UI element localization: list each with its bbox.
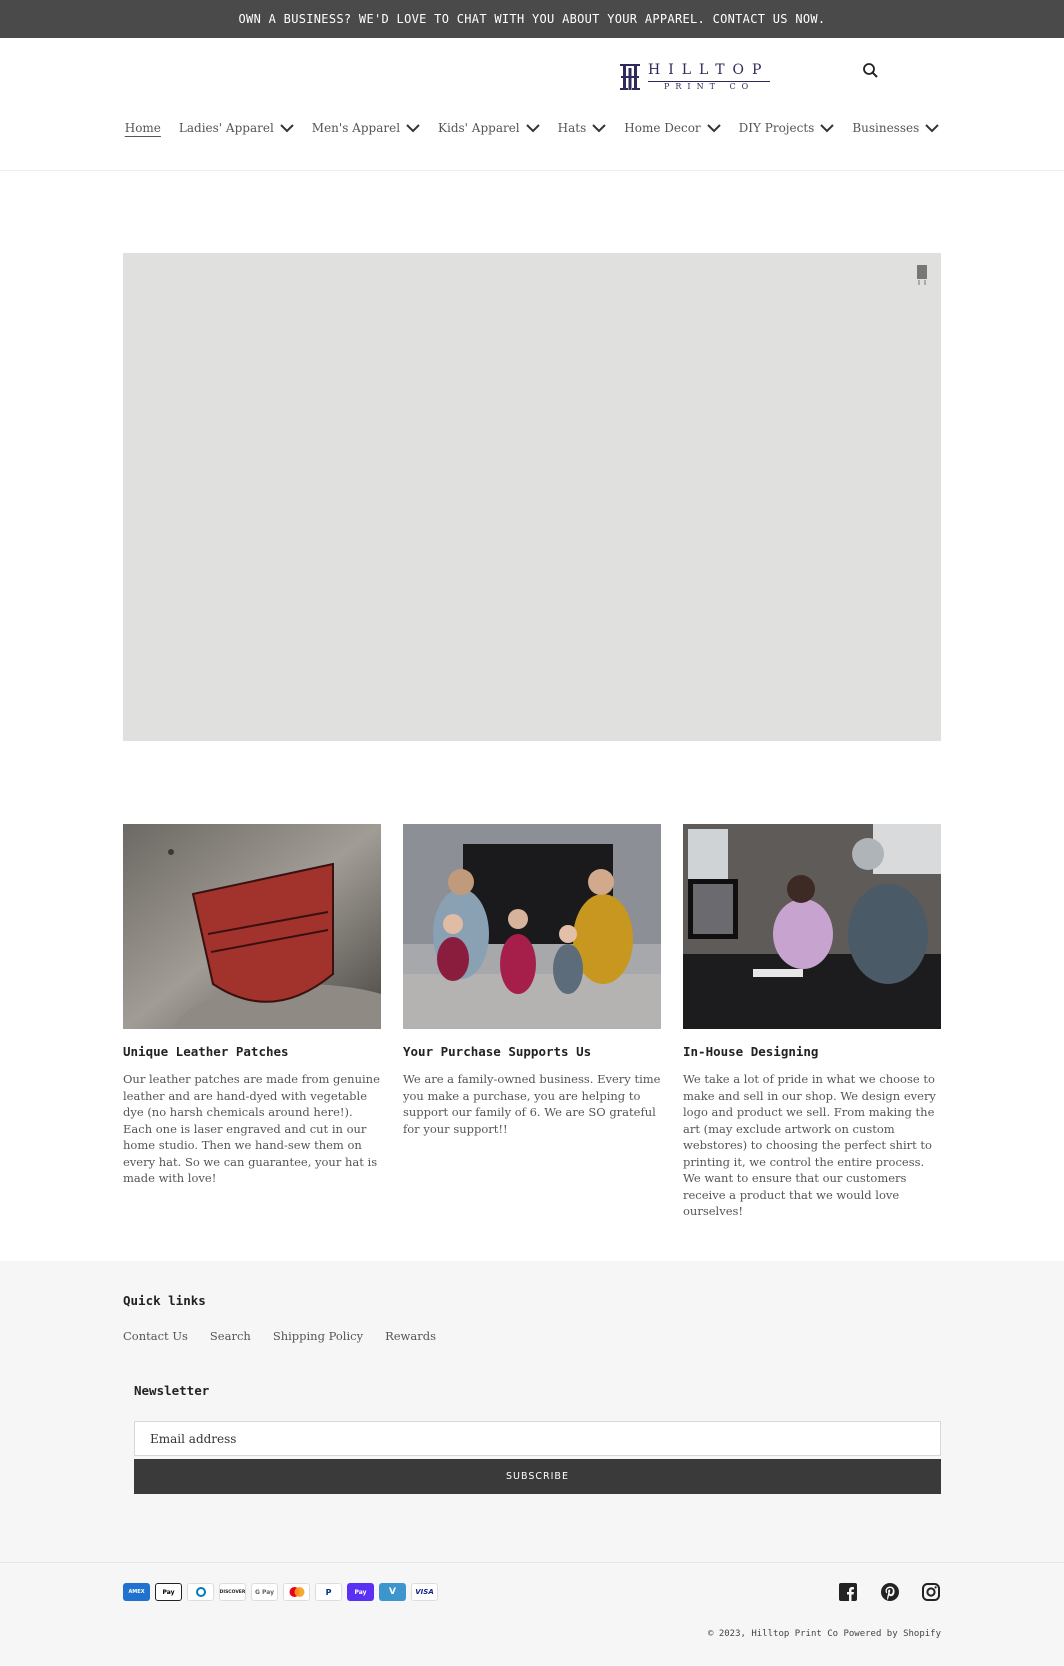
feature-in-house-designing — [683, 824, 941, 1220]
chevron-down-icon — [707, 123, 721, 133]
nav-item-businesses[interactable] — [852, 121, 939, 135]
footer-link-search[interactable]: Search — [209, 1329, 251, 1343]
quick-links — [123, 1329, 436, 1343]
main-nav — [0, 116, 1064, 140]
facebook-icon[interactable] — [838, 1582, 858, 1602]
footer-link-rewards[interactable]: Rewards — [385, 1329, 437, 1343]
logo-monogram-icon — [618, 60, 642, 92]
designing-photo-image — [683, 824, 941, 1029]
footer-link-contact-us[interactable]: Contact Us — [123, 1329, 188, 1343]
bookmark-icon[interactable] — [917, 265, 927, 285]
nav-label: Businesses — [852, 121, 920, 135]
nav-item-ladies-apparel[interactable] — [179, 121, 294, 135]
paypal-icon: P — [315, 1583, 342, 1601]
chevron-down-icon — [406, 123, 420, 133]
feature-leather-patches — [123, 824, 381, 1187]
nav-item-kids-apparel[interactable] — [438, 121, 540, 135]
feature-title: In-House Designing — [683, 1044, 819, 1059]
venmo-icon: V — [379, 1583, 406, 1601]
announcement-bar[interactable]: OWN A BUSINESS? WE'D LOVE TO CHAT WITH YOU ABOUT YOUR APPAREL. CONTACT US NOW. — [0, 0, 1064, 38]
nav-label: DIY Projects — [738, 121, 815, 135]
instagram-icon[interactable] — [921, 1582, 941, 1602]
payment-icons — [123, 1583, 438, 1601]
nav-item-mens-apparel[interactable] — [312, 121, 420, 135]
copyright-text: © 2023, Hilltop Print Co Powered by Shopify — [708, 1629, 941, 1639]
chevron-down-icon — [592, 123, 606, 133]
discover-icon: DISCOVER — [219, 1583, 246, 1601]
site-footer — [0, 1261, 1064, 1666]
nav-label: Home — [124, 121, 161, 135]
logo-wordmark: HILLTOP — [648, 62, 770, 78]
feature-text: We take a lot of pride in what we choose to make and sell in our shop. We design every logo and product we sell. From making the art (may exclude artwork on custom webstores) to choosing the perfect shirt to printing it, we control the entire process. We want to ensure that our customers receive a product that we would love ourselves! — [683, 1072, 936, 1218]
footer-link-shipping-policy[interactable]: Shipping Policy — [272, 1329, 364, 1343]
newsletter-title: Newsletter — [134, 1383, 210, 1398]
chevron-down-icon — [280, 123, 294, 133]
family-photo-image — [403, 824, 661, 1029]
leather-patch-hat-image — [123, 824, 381, 1029]
site-header — [0, 38, 1064, 171]
nav-label: Kids' Apparel — [438, 121, 520, 135]
search-icon — [860, 60, 882, 82]
site-logo[interactable] — [618, 60, 770, 94]
chevron-down-icon — [925, 123, 939, 133]
feature-text: Our leather patches are made from genuine leather and are hand-dyed with vegetable dye (no harsh chemicals around here!). Each one is laser engraved and cut in our home studio. Then we hand-sew them on every hat. So we can guarantee, your hat is made with love! — [123, 1072, 380, 1185]
mastercard-icon — [283, 1583, 310, 1601]
nav-label: Ladies' Apparel — [178, 121, 274, 135]
search-button[interactable] — [860, 60, 882, 82]
nav-item-hats[interactable] — [558, 121, 607, 135]
chevron-down-icon — [820, 123, 834, 133]
feature-title: Your Purchase Supports Us — [403, 1044, 592, 1059]
footer-divider — [0, 1562, 1064, 1563]
google-pay-icon: G Pay — [251, 1583, 278, 1601]
feature-supports-us — [403, 824, 661, 1137]
logo-subtitle: PRINT CO — [664, 82, 755, 91]
feature-title: Unique Leather Patches — [123, 1044, 289, 1059]
quick-links-title: Quick links — [123, 1293, 206, 1308]
subscribe-button[interactable]: SUBSCRIBE — [134, 1459, 941, 1494]
nav-label: Home Decor — [624, 121, 701, 135]
chevron-down-icon — [526, 123, 540, 133]
hero-slideshow-placeholder[interactable] — [123, 253, 941, 741]
nav-label: Men's Apparel — [311, 121, 401, 135]
diners-club-icon — [187, 1583, 214, 1601]
visa-icon: VISA — [411, 1583, 438, 1601]
shop-pay-icon: Pay — [347, 1583, 374, 1601]
amex-icon: AMEX — [123, 1583, 150, 1601]
nav-item-home-decor[interactable] — [624, 121, 720, 135]
feature-text: We are a family-owned business. Every time you make a purchase, you are helping to support our family of 6. We are SO grateful for your support!! — [403, 1072, 661, 1136]
nav-item-diy-projects[interactable] — [739, 121, 835, 135]
nav-item-home[interactable] — [125, 121, 161, 135]
apple-pay-icon: Pay — [155, 1583, 182, 1601]
nav-label: Hats — [557, 121, 587, 135]
newsletter-email-input[interactable] — [134, 1421, 941, 1456]
pinterest-icon[interactable] — [880, 1582, 900, 1602]
